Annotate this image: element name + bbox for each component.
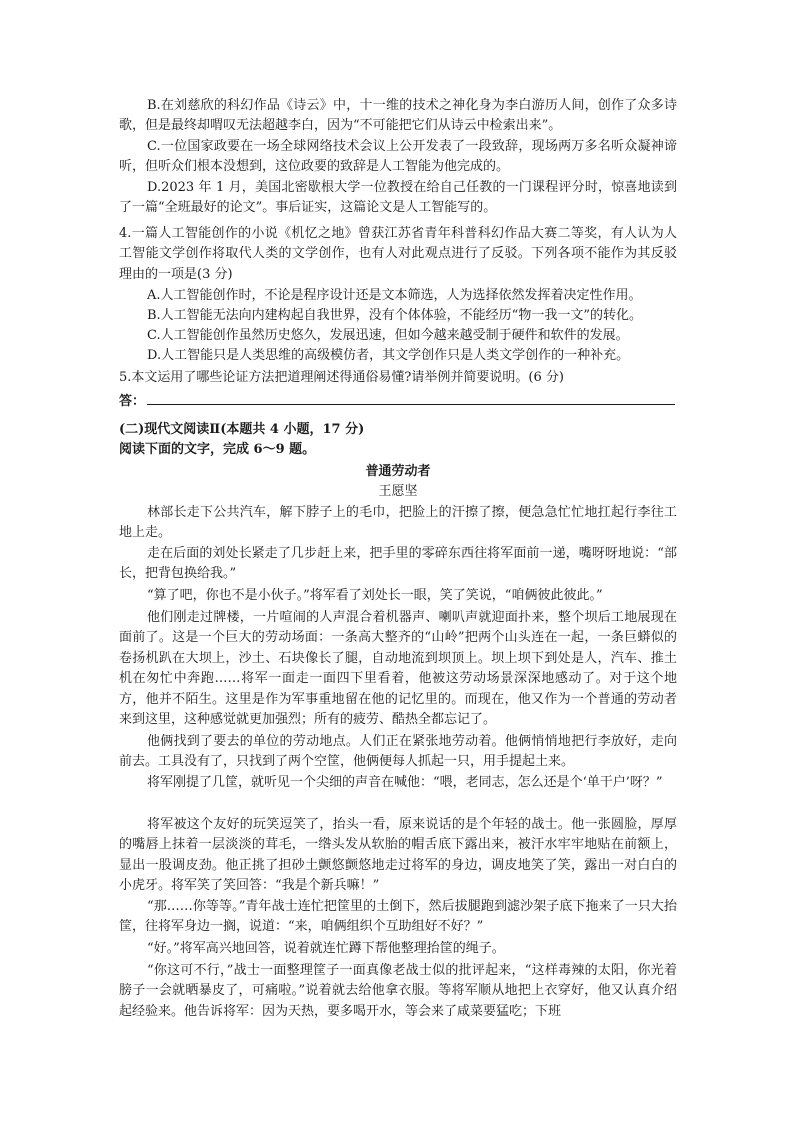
q4-option-a: A.人工智能创作时，不论是程序设计还是文本筛选，人为选择依然发挥着决定性作用。 [147, 288, 642, 303]
answer-line[interactable] [147, 392, 675, 405]
answer-label: 答： [119, 394, 146, 409]
story-paragraph: 他俩找到了要去的单位的劳动地点。人们正在紧张地劳动着。他俩悄悄地把行李放好，走向前去。工具没有了，只找到了两个空筐，他俩便每人抓起一只，用手提起土来。 [119, 734, 677, 770]
q4-option-b: B.人工智能无法向内建构起自我世界，没有个体体验，不能经历“物一我一文”的转化。 [147, 308, 642, 323]
q3-option-c: C.一位国家政要在一场全球网络技术会议上公开发表了一段致辞，现场两万多名听众凝神谛听，但听众们根本没想到，这位政要的致辞是人工智能为他完成的。 [119, 139, 677, 175]
story-paragraph: 将军刚提了几筐，就听见一个尖细的声音在喊他：“喂，老同志，怎么还是个‘单干户’呀？” [147, 775, 663, 790]
section-instruction: 阅读下面的文字，完成 6～9 题。 [119, 442, 316, 457]
story-paragraph: “好。”将军高兴地回答，说着就连忙蹲下帮他整理抬筐的绳子。 [147, 941, 505, 956]
story-paragraph: 走在后面的刘处长紧走了几步赶上来，把手里的零碎东西往将军面前一递，嘴呀呀地说：“部长，把背包换给我。” [119, 546, 677, 582]
story-paragraph: 林部长走下公共汽车，解下脖子上的毛巾，把脸上的汗擦了擦，便急急忙忙地扛起行李往工地上走。 [119, 505, 677, 541]
story-paragraph: “算了吧，你也不是小伙子。”将军看了刘处长一眼，笑了笑说，“咱俩彼此彼此。” [147, 588, 603, 603]
story-paragraph: 他们刚走过牌楼，一片喧闹的人声混合着机器声、喇叭声就迎面扑来，整个坝后工地展现在面前了。这是一个巨大的劳动场面：一条高大整齐的“山岭”把两个山头连在一起，一条巨蟒似的卷扬机趴在大坝上，沙土、石块像长了腿，自动地流到坝顶上。坝上坝下到处是人，汽车、推土机在匆忙中奔跑……将军一面走一面四下里看着，他被这劳动场景深深地感动了。对于这个地方，他并不陌生。这里是作为军事重地留在他的记忆里的。而现在，他又作为一个普通的劳动者来到这里，这种感觉就更加强烈；所有的疲劳、酷热全都忘记了。 [119, 610, 677, 728]
section-heading: (二)现代文阅读Ⅱ(本题共 4 小题，17 分) [119, 422, 365, 437]
q3-option-b: B.在刘慈欣的科幻作品《诗云》中，十一维的技术之神化身为李白游历人间，创作了众多诗歌，但是最终却喟叹无法超越李白，因为“不可能把它们从诗云中检索出来”。 [119, 98, 677, 134]
answer-row [119, 392, 677, 412]
q3-option-d: D.2023 年 1 月，美国北密歇根大学一位教授在给自己任教的一门课程评分时，惊喜地读到了一篇“全班最好的论文”。事后证实，这篇论文是人工智能写的。 [119, 180, 677, 216]
story-title: 普通劳动者 [365, 464, 431, 479]
q4-option-d: D.人工智能只是人类思维的高级模仿者，其文学创作只是人类文学创作的一种补充。 [147, 348, 630, 363]
q4-stem: 4.一篇人工智能创作的小说《机忆之地》曾获江苏省青年科普科幻作品大赛二等奖，有人认为人工智能文学创作将取代人类的文学创作，也有人对此观点进行了反驳。下列各项不能作为其反驳理由的一项是(3 分) [119, 226, 677, 282]
story-author: 王愿坚 [378, 484, 418, 499]
story-paragraph: 将军被这个友好的玩笑逗笑了，抬头一看，原来说话的是个年轻的战士。他一张圆脸，厚厚的嘴唇上抹着一层淡淡的茸毛，一绺头发从软胎的帽舌底下露出来，被汗水牢牢地贴在前额上，显出一股调皮劲。他正挑了担砂土颤悠颤悠地走过将军的身边，调皮地笑了笑，露出一对白白的小虎牙。将军笑了笑回答：“我是个新兵嘛！” [119, 817, 677, 894]
story-paragraph: “那……你等等。”青年战士连忙把筐里的土倒下，然后拔腿跑到滤沙架子底下拖来了一只大抬筐，往将军身边一搁，说道：“来，咱俩组织个互助组好不好？” [119, 899, 677, 935]
story-paragraph: “你这可不行，”战士一面整理筐子一面真像老战士似的批评起来，“这样毒辣的太阳，你光着膀子一会就晒暴皮了，可痛啦。”说着就去给他拿衣服。等将军顺从地把上衣穿好，他又认真介绍起经验来。他告诉将军：因为天热，要多喝开水，等会来了咸菜要猛吃；下班 [119, 963, 677, 1019]
q4-option-c: C.人工智能创作虽然历史悠久，发展迅速，但如今越来越受制于硬件和软件的发展。 [147, 328, 629, 343]
q5-stem: 5.本文运用了哪些论证方法把道理阐述得通俗易懂?请举例并简要说明。(6 分) [119, 370, 564, 385]
